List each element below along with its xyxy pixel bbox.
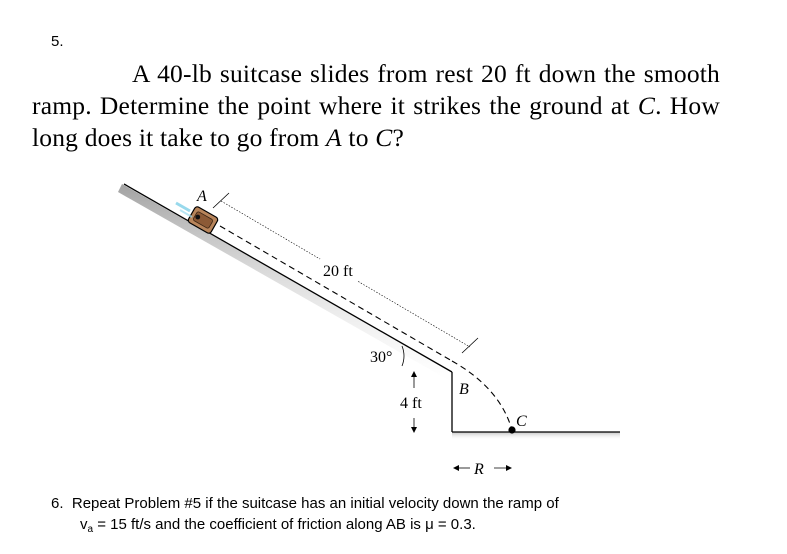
distance-label: 20 ft	[323, 263, 353, 280]
velocity-symbol: v	[80, 516, 88, 533]
point-a-ref: A	[326, 123, 342, 152]
ramp-surface	[124, 184, 452, 372]
problem-6-text-2: = 15 ft/s and the coefficient of friction along AB is μ = 0.3.	[93, 516, 476, 533]
path-dashed	[220, 226, 452, 361]
point-c-dot	[508, 426, 515, 433]
motion-streak	[176, 203, 190, 211]
point-c-label: C	[516, 413, 527, 430]
ground-shading	[452, 432, 620, 440]
angle-label: 30°	[370, 349, 393, 366]
problem-5-number: 5.	[51, 33, 64, 50]
point-a-label: A	[197, 188, 207, 205]
problem-5-text-3: to	[341, 123, 376, 152]
ramp-shading	[118, 184, 452, 382]
problem-6-statement	[51, 493, 751, 540]
point-c-ref: C	[637, 91, 656, 120]
point-b-label: B	[459, 381, 469, 398]
dimension-tick-b	[462, 338, 478, 353]
problem-6-line-1	[51, 493, 751, 514]
problem-6-number: 6.	[51, 495, 64, 512]
height-label: 4 ft	[400, 395, 422, 412]
problem-5-text-4: ?	[392, 123, 404, 152]
problem-6-line-2	[51, 514, 751, 540]
velocity-subscript: a	[87, 524, 94, 535]
point-c-ref-2: C	[375, 123, 393, 152]
problem-5-text-2: . How long does it take to go from	[32, 91, 720, 152]
motion-streak-2	[180, 210, 192, 217]
problem-5-text-1: A 40-lb suitcase slides from rest 20 ft down the smooth ramp. Determine the point where it strikes the ground at	[32, 59, 720, 120]
dimension-tick-a	[213, 193, 229, 208]
range-label: R	[474, 461, 484, 478]
problem-6-text-1: Repeat Problem #5 if the suitcase has an initial velocity down the ramp of	[71, 495, 559, 512]
